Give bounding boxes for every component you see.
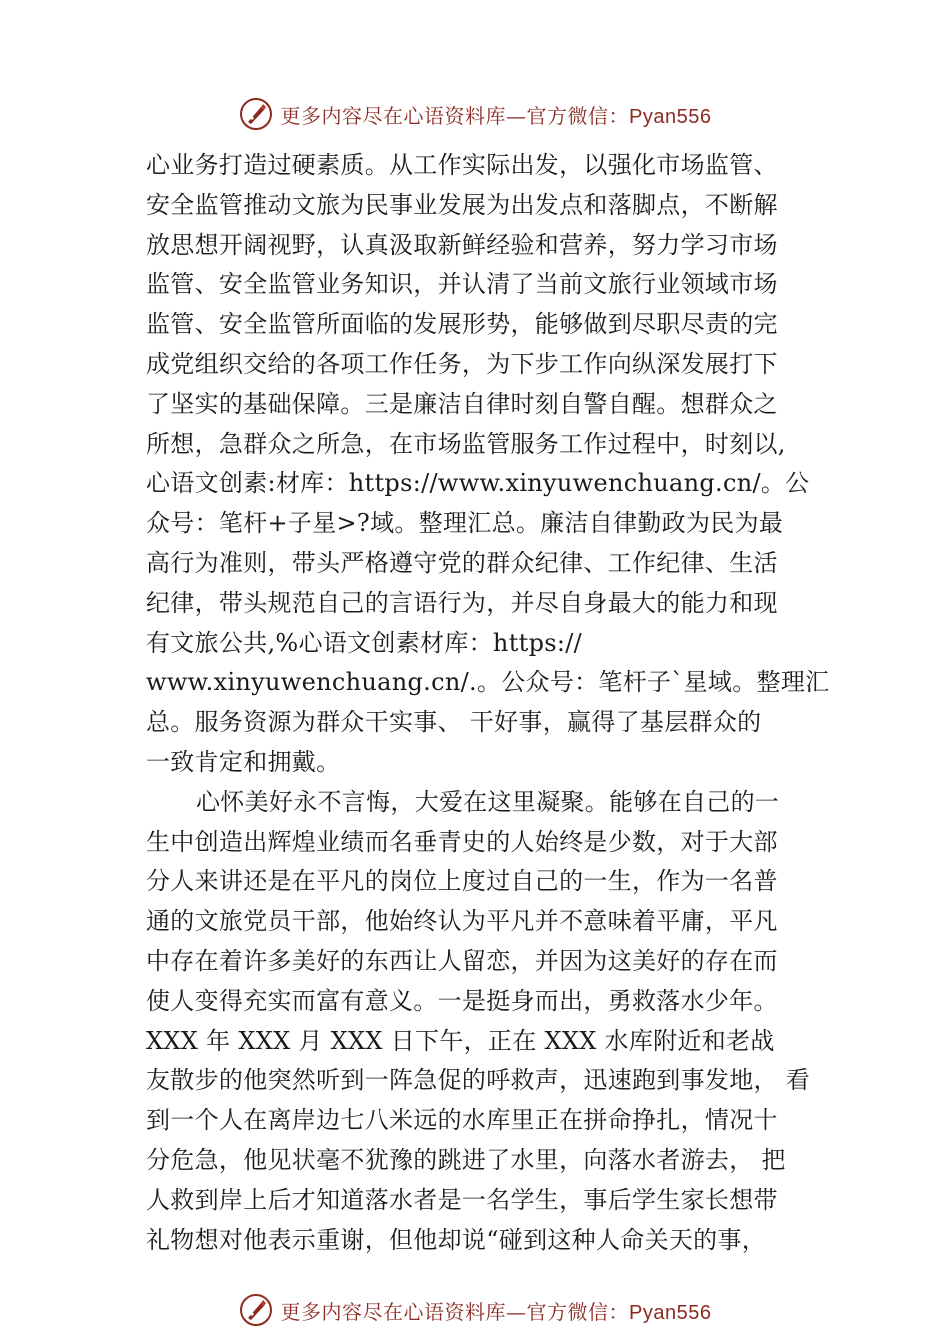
pen-nib-seal-icon bbox=[239, 1293, 273, 1327]
footer-banner bbox=[0, 1290, 950, 1330]
text-line: XXX 年 XXX 月 XXX 日下午，正在 XXX 水库附近和老战 bbox=[146, 1026, 775, 1055]
text-line: 友散步的他突然听到一阵急促的呼救声，迅速跑到事发地， 看 bbox=[146, 1066, 811, 1095]
footer-wechat-id: Pyan556 bbox=[629, 1301, 712, 1324]
text-line: 监管、安全监管所面临的发展形势，能够做到尽职尽责的完 bbox=[146, 310, 778, 339]
header-brand-text: 更多内容尽在心语资料库 bbox=[280, 103, 507, 128]
text-line: 通的文旅党员干部，他始终认为平凡并不意味着平庸，平凡 bbox=[146, 907, 778, 936]
text-line: 众号：笔杆+子星>?域。整理汇总。廉洁自律勤政为民为最 bbox=[146, 509, 784, 538]
paragraph-start-line: 心怀美好永不言悔，大爱在这里凝聚。能够在自己的一 bbox=[196, 787, 780, 816]
text-line: 纪律，带头规范自己的言语行为，并尽自身最大的能力和现 bbox=[146, 588, 778, 617]
header-brand-line bbox=[281, 100, 712, 129]
text-line: 所想，急群众之所急，在市场监管服务工作过程中，时刻以, bbox=[146, 429, 786, 458]
text-line: 心语文创素:材库：https://www.xinyuwenchuang.cn/。公 bbox=[146, 469, 810, 498]
text-line: 到一个人在离岸边七八米远的水库里正在拼命挣扎，情况十 bbox=[146, 1106, 778, 1135]
footer-separator: — bbox=[506, 1299, 527, 1324]
footer-brand-text: 更多内容尽在心语资料库 bbox=[280, 1299, 507, 1324]
pen-nib-seal-icon bbox=[239, 97, 273, 131]
text-line: 放思想开阔视野，认真汲取新鲜经验和营养，努力学习市场 bbox=[146, 230, 778, 259]
footer-wechat-label: 官方微信： bbox=[526, 1299, 630, 1324]
document-body bbox=[146, 146, 830, 1260]
text-line: 心业务打造过硬素质。从工作实际出发，以强化市场监管、 bbox=[146, 151, 778, 179]
text-line: 一致肯定和拥戴。 bbox=[146, 747, 341, 776]
text-line: 高行为准则，带头严格遵守党的群众纪律、工作纪律、生活 bbox=[146, 548, 778, 577]
text-line: 了坚实的基础保障。三是廉洁自律时刻自警自醒。想群众之 bbox=[146, 389, 778, 418]
text-line: 使人变得充实而富有意义。一是挺身而出，勇救落水少年。 bbox=[146, 986, 778, 1015]
header-wechat-label: 官方微信： bbox=[526, 103, 630, 128]
text-line: 礼物想对他表示重谢，但他却说“碰到这种人命关天的事， bbox=[146, 1225, 767, 1254]
text-line: 安全监管推动文旅为民事业发展为出发点和落脚点，不断解 bbox=[146, 190, 778, 219]
text-line: www.xinyuwenchuang.cn/.。公众号：笔杆子`星域。整理汇 bbox=[146, 668, 830, 697]
header-separator: — bbox=[506, 103, 527, 128]
text-line: 监管、安全监管业务知识，并认清了当前文旅行业领域市场 bbox=[146, 270, 778, 299]
text-line: 中存在着许多美好的东西让人留恋，并因为这美好的存在而 bbox=[146, 946, 778, 975]
header-wechat-id: Pyan556 bbox=[629, 105, 712, 128]
text-line: 分人来讲还是在平凡的岗位上度过自己的一生，作为一名普 bbox=[146, 867, 778, 896]
footer-brand-line bbox=[281, 1296, 712, 1325]
text-line: 生中创造出辉煌业绩而名垂青史的人始终是少数，对于大部 bbox=[146, 827, 778, 856]
text-line: 成党组织交给的各项工作任务，为下步工作向纵深发展打下 bbox=[146, 349, 778, 378]
header-banner bbox=[0, 94, 950, 134]
text-line: 人救到岸上后才知道落水者是一名学生，事后学生家长想带 bbox=[146, 1185, 778, 1214]
text-line: 有文旅公共,%心语文创素材库：https:// bbox=[146, 628, 583, 657]
text-line: 总。服务资源为群众干实事、 干好事，赢得了基层群众的 bbox=[146, 708, 762, 737]
text-line: 分危急，他见状毫不犹豫的跳进了水里，向落水者游去， 把 bbox=[146, 1145, 786, 1174]
